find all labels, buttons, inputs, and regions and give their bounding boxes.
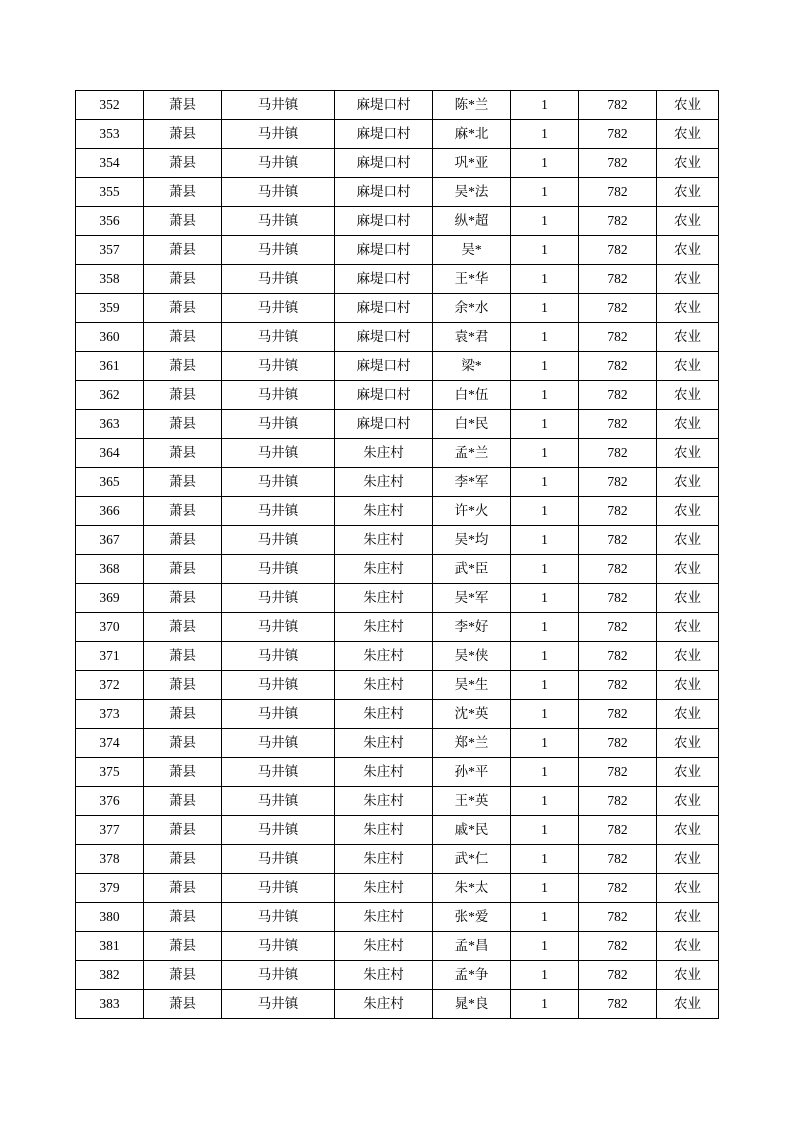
cell-county: 萧县: [144, 903, 222, 932]
table-row: [76, 91, 719, 120]
cell-county: 萧县: [144, 120, 222, 149]
cell-town: 马井镇: [222, 526, 335, 555]
cell-village: 麻堤口村: [335, 178, 433, 207]
cell-amount: 782: [579, 613, 657, 642]
cell-type: 农业: [657, 352, 719, 381]
cell-village: 朱庄村: [335, 526, 433, 555]
cell-amount: 782: [579, 352, 657, 381]
cell-town: 马井镇: [222, 352, 335, 381]
cell-amount: 782: [579, 787, 657, 816]
cell-type: 农业: [657, 584, 719, 613]
cell-type: 农业: [657, 758, 719, 787]
cell-town: 马井镇: [222, 961, 335, 990]
cell-type: 农业: [657, 874, 719, 903]
cell-town: 马井镇: [222, 236, 335, 265]
cell-amount: 782: [579, 642, 657, 671]
cell-town: 马井镇: [222, 439, 335, 468]
cell-name: 梁*: [433, 352, 511, 381]
cell-village: 麻堤口村: [335, 381, 433, 410]
cell-type: 农业: [657, 91, 719, 120]
cell-type: 农业: [657, 642, 719, 671]
cell-count: 1: [511, 207, 579, 236]
cell-town: 马井镇: [222, 178, 335, 207]
cell-county: 萧县: [144, 874, 222, 903]
table-row: [76, 613, 719, 642]
cell-county: 萧县: [144, 468, 222, 497]
cell-county: 萧县: [144, 671, 222, 700]
table-row: [76, 758, 719, 787]
cell-town: 马井镇: [222, 845, 335, 874]
cell-county: 萧县: [144, 323, 222, 352]
cell-seq: 354: [76, 149, 144, 178]
table-row: [76, 642, 719, 671]
cell-type: 农业: [657, 729, 719, 758]
cell-seq: 362: [76, 381, 144, 410]
cell-count: 1: [511, 120, 579, 149]
cell-seq: 357: [76, 236, 144, 265]
cell-name: 孟*兰: [433, 439, 511, 468]
cell-type: 农业: [657, 439, 719, 468]
cell-count: 1: [511, 903, 579, 932]
cell-county: 萧县: [144, 961, 222, 990]
cell-type: 农业: [657, 613, 719, 642]
cell-name: 孟*争: [433, 961, 511, 990]
cell-type: 农业: [657, 961, 719, 990]
cell-name: 张*爱: [433, 903, 511, 932]
cell-type: 农业: [657, 903, 719, 932]
cell-amount: 782: [579, 526, 657, 555]
cell-seq: 359: [76, 294, 144, 323]
cell-amount: 782: [579, 410, 657, 439]
cell-seq: 352: [76, 91, 144, 120]
cell-amount: 782: [579, 700, 657, 729]
cell-amount: 782: [579, 91, 657, 120]
cell-seq: 361: [76, 352, 144, 381]
cell-county: 萧县: [144, 526, 222, 555]
cell-village: 麻堤口村: [335, 207, 433, 236]
cell-amount: 782: [579, 207, 657, 236]
cell-name: 晁*良: [433, 990, 511, 1019]
cell-amount: 782: [579, 903, 657, 932]
cell-count: 1: [511, 352, 579, 381]
cell-town: 马井镇: [222, 468, 335, 497]
cell-county: 萧县: [144, 236, 222, 265]
cell-count: 1: [511, 265, 579, 294]
cell-amount: 782: [579, 294, 657, 323]
cell-county: 萧县: [144, 613, 222, 642]
cell-type: 农业: [657, 410, 719, 439]
cell-name: 袁*君: [433, 323, 511, 352]
cell-count: 1: [511, 613, 579, 642]
cell-name: 武*仁: [433, 845, 511, 874]
cell-town: 马井镇: [222, 729, 335, 758]
table-row: [76, 468, 719, 497]
cell-amount: 782: [579, 381, 657, 410]
cell-amount: 782: [579, 816, 657, 845]
cell-count: 1: [511, 671, 579, 700]
cell-name: 余*水: [433, 294, 511, 323]
table-row: [76, 787, 719, 816]
cell-amount: 782: [579, 671, 657, 700]
cell-village: 朱庄村: [335, 497, 433, 526]
cell-name: 许*火: [433, 497, 511, 526]
cell-town: 马井镇: [222, 758, 335, 787]
cell-type: 农业: [657, 120, 719, 149]
cell-seq: 368: [76, 555, 144, 584]
cell-name: 戚*民: [433, 816, 511, 845]
cell-county: 萧县: [144, 178, 222, 207]
subsidy-recipients-table: [75, 90, 719, 1019]
cell-seq: 370: [76, 613, 144, 642]
cell-count: 1: [511, 816, 579, 845]
cell-county: 萧县: [144, 410, 222, 439]
cell-name: 吴*法: [433, 178, 511, 207]
cell-county: 萧县: [144, 758, 222, 787]
cell-town: 马井镇: [222, 816, 335, 845]
cell-name: 王*华: [433, 265, 511, 294]
cell-name: 李*好: [433, 613, 511, 642]
cell-type: 农业: [657, 294, 719, 323]
cell-seq: 381: [76, 932, 144, 961]
cell-county: 萧县: [144, 584, 222, 613]
cell-village: 朱庄村: [335, 700, 433, 729]
table-row: [76, 497, 719, 526]
cell-village: 朱庄村: [335, 787, 433, 816]
cell-amount: 782: [579, 149, 657, 178]
cell-county: 萧县: [144, 352, 222, 381]
cell-amount: 782: [579, 584, 657, 613]
cell-county: 萧县: [144, 642, 222, 671]
table-row: [76, 381, 719, 410]
cell-village: 朱庄村: [335, 874, 433, 903]
cell-count: 1: [511, 236, 579, 265]
cell-count: 1: [511, 642, 579, 671]
cell-name: 郑*兰: [433, 729, 511, 758]
table-row: [76, 120, 719, 149]
cell-village: 朱庄村: [335, 729, 433, 758]
cell-seq: 377: [76, 816, 144, 845]
cell-seq: 378: [76, 845, 144, 874]
cell-type: 农业: [657, 700, 719, 729]
cell-seq: 372: [76, 671, 144, 700]
cell-town: 马井镇: [222, 265, 335, 294]
cell-county: 萧县: [144, 381, 222, 410]
cell-seq: 365: [76, 468, 144, 497]
cell-type: 农业: [657, 265, 719, 294]
cell-village: 麻堤口村: [335, 265, 433, 294]
cell-village: 麻堤口村: [335, 323, 433, 352]
table-row: [76, 265, 719, 294]
cell-town: 马井镇: [222, 990, 335, 1019]
cell-count: 1: [511, 149, 579, 178]
cell-count: 1: [511, 787, 579, 816]
cell-count: 1: [511, 526, 579, 555]
table-body: [76, 91, 719, 1019]
cell-county: 萧县: [144, 729, 222, 758]
cell-name: 吴*军: [433, 584, 511, 613]
cell-village: 麻堤口村: [335, 149, 433, 178]
table-row: [76, 671, 719, 700]
cell-name: 朱*太: [433, 874, 511, 903]
cell-type: 农业: [657, 787, 719, 816]
table-row: [76, 816, 719, 845]
cell-town: 马井镇: [222, 410, 335, 439]
cell-village: 朱庄村: [335, 990, 433, 1019]
cell-count: 1: [511, 468, 579, 497]
cell-county: 萧县: [144, 555, 222, 584]
table-row: [76, 932, 719, 961]
cell-town: 马井镇: [222, 642, 335, 671]
cell-type: 农业: [657, 671, 719, 700]
cell-town: 马井镇: [222, 700, 335, 729]
cell-town: 马井镇: [222, 323, 335, 352]
cell-village: 朱庄村: [335, 671, 433, 700]
cell-amount: 782: [579, 845, 657, 874]
cell-town: 马井镇: [222, 120, 335, 149]
cell-type: 农业: [657, 990, 719, 1019]
cell-type: 农业: [657, 149, 719, 178]
cell-village: 朱庄村: [335, 613, 433, 642]
cell-name: 麻*北: [433, 120, 511, 149]
cell-count: 1: [511, 584, 579, 613]
table-row: [76, 845, 719, 874]
cell-town: 马井镇: [222, 671, 335, 700]
cell-seq: 382: [76, 961, 144, 990]
cell-county: 萧县: [144, 294, 222, 323]
cell-amount: 782: [579, 468, 657, 497]
cell-name: 王*英: [433, 787, 511, 816]
table-row: [76, 439, 719, 468]
cell-type: 农业: [657, 323, 719, 352]
cell-town: 马井镇: [222, 149, 335, 178]
cell-village: 朱庄村: [335, 642, 433, 671]
table-row: [76, 874, 719, 903]
table-row: [76, 352, 719, 381]
cell-seq: 371: [76, 642, 144, 671]
cell-amount: 782: [579, 439, 657, 468]
cell-type: 农业: [657, 526, 719, 555]
cell-amount: 782: [579, 990, 657, 1019]
cell-amount: 782: [579, 265, 657, 294]
cell-town: 马井镇: [222, 497, 335, 526]
cell-type: 农业: [657, 381, 719, 410]
cell-type: 农业: [657, 178, 719, 207]
cell-type: 农业: [657, 816, 719, 845]
cell-town: 马井镇: [222, 207, 335, 236]
cell-amount: 782: [579, 236, 657, 265]
cell-village: 麻堤口村: [335, 236, 433, 265]
table-row: [76, 236, 719, 265]
cell-seq: 374: [76, 729, 144, 758]
cell-amount: 782: [579, 874, 657, 903]
cell-county: 萧县: [144, 265, 222, 294]
cell-seq: 366: [76, 497, 144, 526]
cell-name: 吴*侠: [433, 642, 511, 671]
cell-seq: 356: [76, 207, 144, 236]
table-row: [76, 903, 719, 932]
cell-name: 吴*生: [433, 671, 511, 700]
cell-county: 萧县: [144, 845, 222, 874]
cell-amount: 782: [579, 961, 657, 990]
cell-town: 马井镇: [222, 903, 335, 932]
table-row: [76, 990, 719, 1019]
table-row: [76, 729, 719, 758]
cell-county: 萧县: [144, 497, 222, 526]
cell-town: 马井镇: [222, 787, 335, 816]
cell-county: 萧县: [144, 700, 222, 729]
cell-village: 朱庄村: [335, 903, 433, 932]
cell-town: 马井镇: [222, 932, 335, 961]
cell-count: 1: [511, 758, 579, 787]
cell-name: 白*民: [433, 410, 511, 439]
cell-count: 1: [511, 932, 579, 961]
table-row: [76, 526, 719, 555]
cell-count: 1: [511, 497, 579, 526]
cell-count: 1: [511, 990, 579, 1019]
cell-seq: 364: [76, 439, 144, 468]
cell-town: 马井镇: [222, 874, 335, 903]
cell-count: 1: [511, 555, 579, 584]
cell-type: 农业: [657, 236, 719, 265]
cell-county: 萧县: [144, 207, 222, 236]
cell-seq: 358: [76, 265, 144, 294]
cell-name: 吴*均: [433, 526, 511, 555]
table-row: [76, 323, 719, 352]
table-row: [76, 149, 719, 178]
cell-amount: 782: [579, 497, 657, 526]
cell-name: 陈*兰: [433, 91, 511, 120]
cell-village: 朱庄村: [335, 845, 433, 874]
cell-seq: 355: [76, 178, 144, 207]
cell-count: 1: [511, 410, 579, 439]
table-row: [76, 700, 719, 729]
cell-seq: 369: [76, 584, 144, 613]
cell-count: 1: [511, 874, 579, 903]
cell-count: 1: [511, 323, 579, 352]
cell-amount: 782: [579, 758, 657, 787]
cell-name: 沈*英: [433, 700, 511, 729]
cell-count: 1: [511, 700, 579, 729]
cell-village: 朱庄村: [335, 555, 433, 584]
table-row: [76, 961, 719, 990]
cell-county: 萧县: [144, 816, 222, 845]
cell-village: 朱庄村: [335, 439, 433, 468]
cell-count: 1: [511, 961, 579, 990]
table-row: [76, 178, 719, 207]
cell-village: 朱庄村: [335, 816, 433, 845]
cell-type: 农业: [657, 845, 719, 874]
cell-seq: 360: [76, 323, 144, 352]
cell-name: 吴*: [433, 236, 511, 265]
cell-seq: 379: [76, 874, 144, 903]
cell-count: 1: [511, 178, 579, 207]
cell-name: 李*军: [433, 468, 511, 497]
cell-count: 1: [511, 845, 579, 874]
cell-town: 马井镇: [222, 584, 335, 613]
cell-county: 萧县: [144, 439, 222, 468]
cell-amount: 782: [579, 178, 657, 207]
cell-type: 农业: [657, 555, 719, 584]
cell-name: 武*臣: [433, 555, 511, 584]
cell-amount: 782: [579, 120, 657, 149]
cell-seq: 376: [76, 787, 144, 816]
cell-name: 纵*超: [433, 207, 511, 236]
cell-type: 农业: [657, 468, 719, 497]
cell-seq: 380: [76, 903, 144, 932]
cell-village: 朱庄村: [335, 961, 433, 990]
cell-seq: 375: [76, 758, 144, 787]
cell-amount: 782: [579, 932, 657, 961]
cell-village: 朱庄村: [335, 468, 433, 497]
table-row: [76, 584, 719, 613]
cell-count: 1: [511, 91, 579, 120]
table-row: [76, 410, 719, 439]
cell-type: 农业: [657, 207, 719, 236]
cell-seq: 383: [76, 990, 144, 1019]
cell-name: 孙*平: [433, 758, 511, 787]
cell-amount: 782: [579, 555, 657, 584]
cell-amount: 782: [579, 323, 657, 352]
cell-village: 朱庄村: [335, 584, 433, 613]
cell-name: 巩*亚: [433, 149, 511, 178]
cell-amount: 782: [579, 729, 657, 758]
cell-village: 麻堤口村: [335, 410, 433, 439]
cell-type: 农业: [657, 932, 719, 961]
cell-town: 马井镇: [222, 613, 335, 642]
cell-seq: 373: [76, 700, 144, 729]
cell-county: 萧县: [144, 787, 222, 816]
table-row: [76, 294, 719, 323]
cell-town: 马井镇: [222, 381, 335, 410]
cell-town: 马井镇: [222, 555, 335, 584]
cell-count: 1: [511, 439, 579, 468]
table-row: [76, 555, 719, 584]
cell-name: 孟*昌: [433, 932, 511, 961]
cell-name: 白*伍: [433, 381, 511, 410]
cell-type: 农业: [657, 497, 719, 526]
cell-town: 马井镇: [222, 91, 335, 120]
cell-seq: 367: [76, 526, 144, 555]
cell-village: 麻堤口村: [335, 352, 433, 381]
cell-village: 朱庄村: [335, 758, 433, 787]
cell-county: 萧县: [144, 149, 222, 178]
cell-village: 朱庄村: [335, 932, 433, 961]
cell-count: 1: [511, 294, 579, 323]
cell-count: 1: [511, 729, 579, 758]
cell-village: 麻堤口村: [335, 294, 433, 323]
cell-village: 麻堤口村: [335, 120, 433, 149]
cell-village: 麻堤口村: [335, 91, 433, 120]
cell-county: 萧县: [144, 91, 222, 120]
cell-count: 1: [511, 381, 579, 410]
cell-county: 萧县: [144, 990, 222, 1019]
cell-seq: 363: [76, 410, 144, 439]
table-row: [76, 207, 719, 236]
cell-seq: 353: [76, 120, 144, 149]
cell-town: 马井镇: [222, 294, 335, 323]
cell-county: 萧县: [144, 932, 222, 961]
